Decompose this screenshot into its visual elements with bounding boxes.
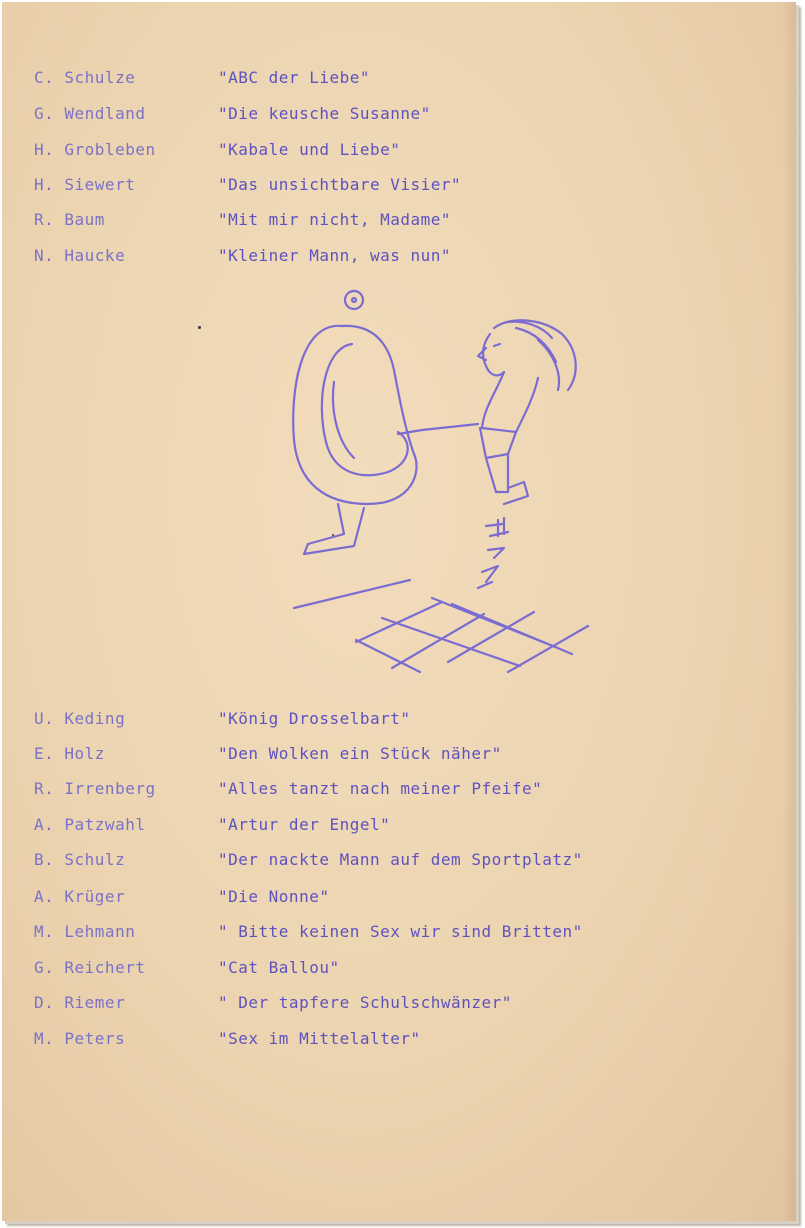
actor-name: N. Haucke <box>34 246 126 265</box>
list-item <box>2 777 796 801</box>
list-item <box>2 707 796 731</box>
actor-name: A. Krüger <box>34 887 126 906</box>
actor-name: G. Wendland <box>34 104 146 123</box>
list-item <box>2 173 796 197</box>
head-circle <box>345 291 363 309</box>
actor-name: G. Reichert <box>34 958 146 977</box>
coat-outline <box>293 326 416 504</box>
play-title: "ABC der Liebe" <box>218 68 370 87</box>
actor-name: M. Peters <box>34 1029 126 1048</box>
floor-tiles <box>356 598 588 672</box>
play-title: "Artur der Engel" <box>218 815 391 834</box>
actor-name: R. Baum <box>34 210 105 229</box>
actor-name: R. Irrenberg <box>34 779 156 798</box>
arms-joined <box>398 424 478 434</box>
list-item <box>2 1027 796 1051</box>
play-title: "Mit mir nicht, Madame" <box>218 210 452 229</box>
play-title: "Den Wolken ein Stück näher" <box>218 744 502 763</box>
play-title: "Die Nonne" <box>218 887 330 906</box>
play-title: "Alles tanzt nach meiner Pfeife" <box>218 779 543 798</box>
actor-name: C. Schulze <box>34 68 136 87</box>
list-item <box>2 66 796 90</box>
list-item <box>2 208 796 232</box>
boy-hair <box>494 320 576 390</box>
actor-name: D. Riemer <box>34 993 126 1012</box>
boy-face <box>478 344 500 360</box>
play-title: "Der nackte Mann auf dem Sportplatz" <box>218 850 583 869</box>
list-item <box>2 138 796 162</box>
head-dot <box>352 298 356 302</box>
actor-name: U. Keding <box>34 709 126 728</box>
play-title: "König Drosselbart" <box>218 709 411 728</box>
ink-speck <box>198 326 201 329</box>
actor-name: H. Grobleben <box>34 140 156 159</box>
actor-name: E. Holz <box>34 744 105 763</box>
boy-head <box>483 334 504 375</box>
list-item <box>2 848 796 872</box>
actor-name: M. Lehmann <box>34 922 136 941</box>
list-item <box>2 813 796 837</box>
boy-coat <box>480 428 516 492</box>
paper-sheet <box>2 2 796 1221</box>
left-leg <box>304 504 364 554</box>
play-title: "Kabale und Liebe" <box>218 140 401 159</box>
list-item <box>2 742 796 766</box>
list-item <box>2 956 796 980</box>
play-title: "Die keusche Susanne" <box>218 104 431 123</box>
play-title: " Bitte keinen Sex wir sind Britten" <box>218 922 583 941</box>
list-item <box>2 920 796 944</box>
list-item <box>2 885 796 909</box>
play-title: "Cat Ballou" <box>218 958 340 977</box>
play-title: "Kleiner Mann, was nun" <box>218 246 452 265</box>
actor-name: A. Patzwahl <box>34 815 146 834</box>
floor-line <box>294 580 410 608</box>
actor-name: H. Siewert <box>34 175 136 194</box>
list-item <box>2 244 796 268</box>
list-item <box>2 991 796 1015</box>
boy-body <box>482 372 538 432</box>
play-title: " Der tapfere Schulschwänzer" <box>218 993 512 1012</box>
play-title: "Das unsichtbare Visier" <box>218 175 462 194</box>
list-item <box>2 102 796 126</box>
actor-name: B. Schulz <box>34 850 126 869</box>
coat-fold <box>333 382 354 458</box>
coat-inner <box>322 344 408 475</box>
play-title: "Sex im Mittelalter" <box>218 1029 421 1048</box>
illustration-sketch <box>272 282 612 682</box>
